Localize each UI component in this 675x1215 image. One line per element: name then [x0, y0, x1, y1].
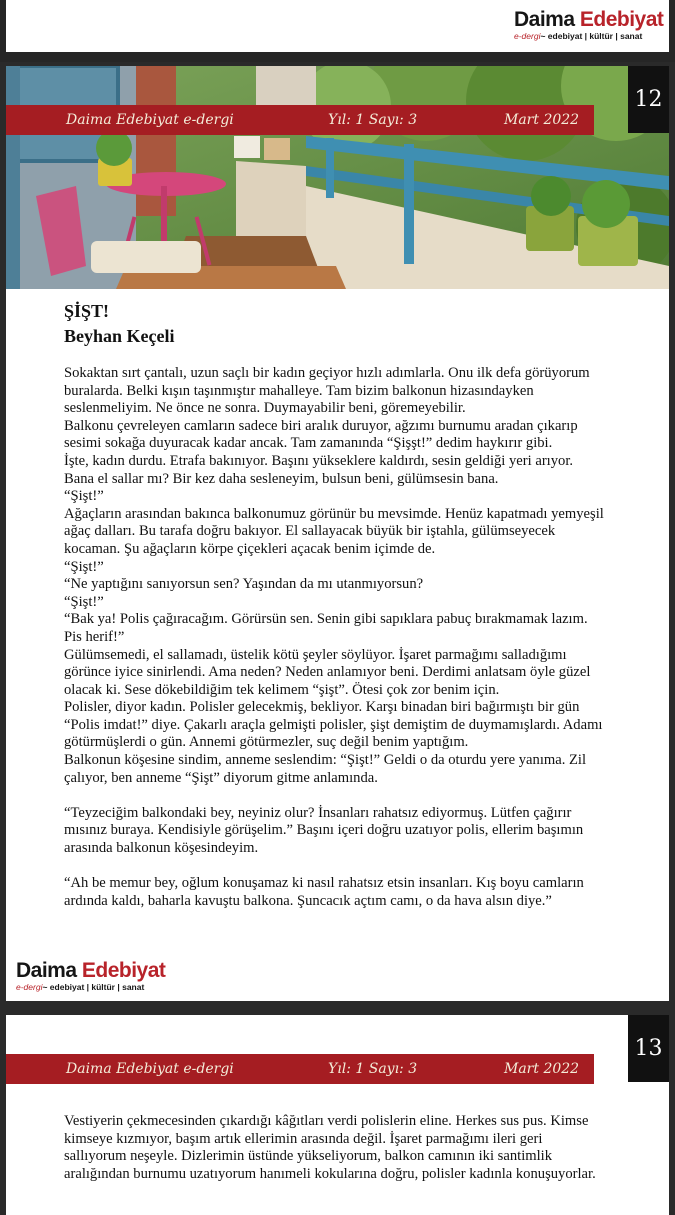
banner-date: Mart 2022	[504, 112, 580, 128]
body-line: ağaç dalları. Bu tarafa doğru bakıyor. El sallayacak büyük bir iştahla, gülümseyecek	[64, 523, 556, 540]
story-title: ŞİŞT!	[64, 301, 110, 321]
page-number: 13	[628, 1015, 669, 1082]
body-line: Vestiyerin çekmecesinden çıkardığı kâğıtları verdi polislerin eline. Herkes sus pus. Kimse	[64, 1113, 589, 1129]
banner-issue: Yıl: 1 Sayı: 3	[328, 1061, 418, 1077]
body-line: buralarda. Belki kışın taşınmıştır mahalleye. Tam bizim balkonun hizasındayken	[64, 382, 534, 399]
top-brand-card	[6, 0, 669, 52]
body-line: Sokaktan sırt çantalı, uzun saçlı bir kadın geçiyor hızlı adımlarla. Onu ilk defa görüyorum	[64, 365, 590, 381]
body-line: ardında kaldı, baharla kavuştu balkona. Şuncacık açtım camı, o da hava alsın diye.”	[64, 892, 552, 909]
body-line: Ağaçların arasından bakınca balkonumuz görünür bu mevsimde. Henüz kapatmadı yemyeşil	[64, 505, 604, 522]
body-line: İşte, kadın durdu. Etrafa bakınıyor. Başını yükseklere kaldırdı, sesin geldiği yeri arıyor.	[64, 452, 574, 469]
body-line: kimseye kızmıyor, başım artık ellerimin arasında değil. İşaret parmağımı ileri geri	[64, 1130, 543, 1147]
balcony-photo	[6, 66, 669, 289]
body-line: çalıyor, ben anneme “Şişt” diyorum gitme anlamında.	[64, 769, 378, 786]
body-line: görünce iyice sinirlendi. Ama neden? Neden anlamıyor beni. Derdimi anlatsam öyle güzel	[64, 664, 591, 681]
brand-logo-top	[514, 9, 663, 41]
brand-tagline: ~ edebiyat | kültür | sanat	[42, 982, 145, 992]
brand-tagline: ~ edebiyat | kültür | sanat	[540, 31, 643, 41]
brand-name-first: Daima	[16, 959, 77, 982]
brand-name-second: Edebiyat	[81, 959, 166, 982]
brand-edergi: e-dergi	[514, 31, 541, 41]
body-line: “Teyzeciğim balkondaki bey, neyiniz olur? İnsanları rahatsız ediyormuş. Lütfen çağırır	[64, 804, 572, 821]
body-line: Polisler, diyor kadın. Polisler gelecekmiş, bekliyor. Karşı binadan biri bağırmıştı bir gün	[64, 699, 580, 716]
brand-edergi: e-dergi	[16, 982, 43, 992]
body-line: “Şişt!”	[64, 558, 104, 575]
header-banner	[6, 105, 594, 135]
body-line: “Şişt!”	[64, 593, 104, 610]
magazine-page-12	[6, 66, 669, 1001]
body-line: “Bak ya! Polis çağıracağım. Görürsün sen. Senin gibi sapıklara pabuç bırakmamak lazım.	[64, 611, 588, 628]
body-line: sallıyorum neşeyle. Dizlerimin üstünde yükseliyorum, balkon camının iki santimlik	[64, 1148, 552, 1165]
story-body	[64, 365, 654, 910]
body-line: aralığından burnumu uzatıyorum hanımeli kokularına doğru, polisler kadınla konuşuyorlar.	[64, 1165, 596, 1182]
brand-logo-bottom	[16, 960, 165, 992]
body-line: “Ah be memur bey, oğlum konuşamaz ki nasıl rahatsız etsin insanları. Kış boyu camların	[64, 875, 584, 892]
body-line: götürmüşlerdi o gün. Annemi götürmezler, suç değil benim yaptığım.	[64, 734, 469, 751]
body-line: kocaman. Şu ağaçların körpe çiçekleri açacak benim içimde de.	[64, 540, 436, 557]
banner-magazine: Daima Edebiyat e-dergi	[66, 112, 234, 128]
body-line: “Polis imdat!” diye. Çakarlı araçla gelmişti polisler, şişt demiştim de duymamışlardı. Adamı	[64, 716, 603, 733]
body-line: sesimi sokağa duyuracak kadar ancak. Tam zamanında “Şişşt!” dedim haykırır gibi.	[64, 435, 553, 452]
header-banner	[6, 1054, 594, 1084]
story-author: Beyhan Keçeli	[64, 326, 175, 346]
body-line: olacak ki. Sese dökebildiğim tek kelimem “şişt”. Ötesi çok zor benim için.	[64, 681, 500, 698]
body-line: arasında balkonun köşesindeyim.	[64, 840, 259, 857]
banner-issue: Yıl: 1 Sayı: 3	[328, 112, 418, 128]
body-line	[64, 787, 654, 805]
magazine-page-13	[6, 1015, 669, 1215]
brand-name-second: Edebiyat	[579, 8, 664, 31]
body-line: Gülümsemedi, el sallamadı, üstelik kötü şeyler söylüyor. İşaret parmağımı salladığımı	[64, 646, 567, 663]
brand-name-first: Daima	[514, 8, 575, 31]
page-number: 12	[628, 66, 669, 133]
banner-date: Mart 2022	[504, 1061, 580, 1077]
body-line	[64, 858, 654, 876]
body-line: “Ne yaptığını sanıyorsun sen? Yaşından da mı utanmıyorsun?	[64, 576, 424, 593]
body-line: seslenmeliyim. Ne önce ne sonra. Duymayabilir beni, göremeyebilir.	[64, 400, 466, 417]
story-body-continued	[64, 1113, 654, 1183]
body-line: “Şişt!”	[64, 488, 104, 505]
body-line: Balkonun köşesine sindim, anneme seslendim: “Şişt!” Geldi o da oturdu yere yanıma. Zil	[64, 752, 587, 769]
body-line: Pis herif!”	[64, 628, 125, 645]
body-line: mısınız buraya. Kendisiyle görüşelim.” Başını içeri doğru uzatıyor polis, ellerim başımın	[64, 822, 584, 839]
banner-magazine: Daima Edebiyat e-dergi	[66, 1061, 234, 1077]
body-line: Balkonu çevreleyen camların sadece biri aralık duruyor, ağzımı burnumu aradan çıkarıp	[64, 417, 578, 434]
body-line: Bana el sallar mı? Bir kez daha sesleneyim, bulsun beni, gülümsesin bana.	[64, 470, 499, 487]
